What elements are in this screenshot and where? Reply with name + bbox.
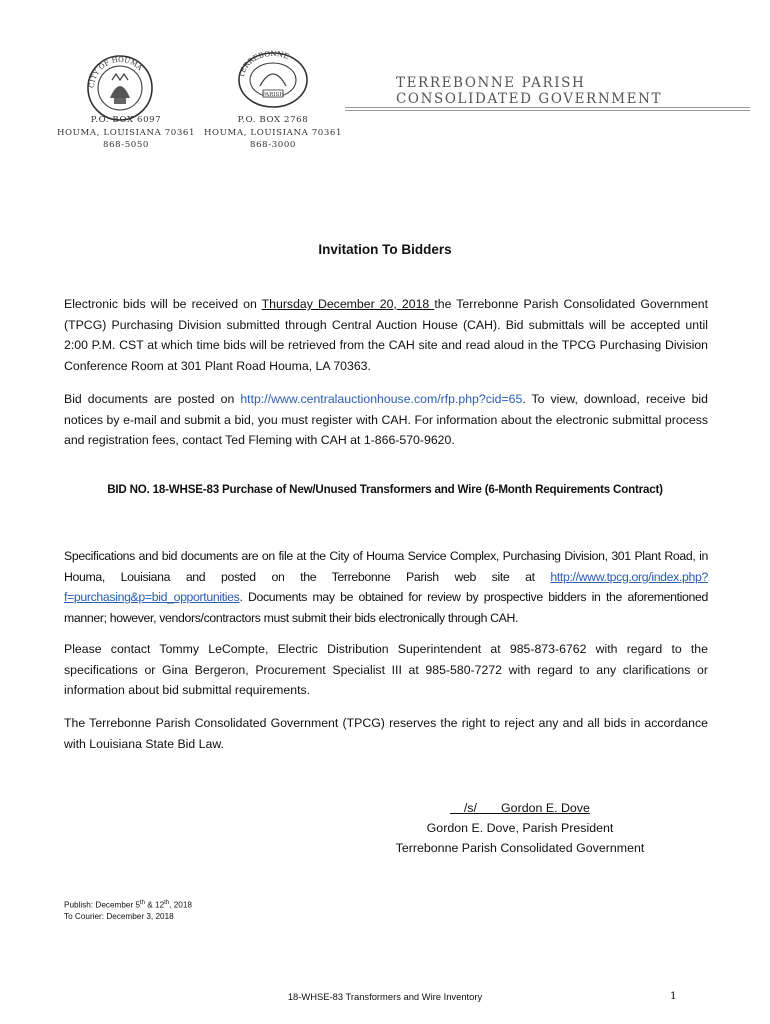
- city-address: [56, 114, 196, 152]
- svg-text:PARISH: PARISH: [261, 92, 285, 98]
- para2-before: Bid documents are posted on: [64, 392, 241, 406]
- parish-phone: 868-3000: [250, 140, 296, 150]
- publish-sup1: th: [140, 900, 146, 906]
- para3-after: . Documents may be obtained for review by prospective bidders in the aforementioned manner; however, vendors/contractors must submit their bids electronically through CAH.: [64, 590, 708, 625]
- paragraph-bid-date: [64, 294, 708, 376]
- parish-po-box: P.O. BOX 2768: [237, 115, 309, 125]
- terrebonne-parish-seal: [236, 50, 310, 115]
- city-phone: 868-5050: [103, 140, 149, 150]
- organization-name: [396, 76, 686, 107]
- page-number: 1: [670, 990, 677, 1002]
- paragraph-reservation: The Terrebonne Parish Consolidated Government (TPCG) reserves the right to reject any and all bids in accordance with Louisiana State Bid Law.: [64, 716, 708, 751]
- letterhead-rule: [345, 107, 750, 108]
- paragraph-specifications: [64, 546, 708, 628]
- parish-address: [200, 114, 346, 152]
- signature-s-mark: /s/ Gordon E. Dove: [450, 801, 590, 815]
- publish-label: Publish: December 5: [64, 900, 140, 910]
- letterhead-rule-2: [345, 110, 750, 111]
- bid-date: Thursday December 20, 2018: [261, 297, 435, 311]
- publish-end: , 2018: [169, 900, 192, 910]
- svg-text:CITY OF HOUMA: CITY OF HOUMA: [87, 55, 144, 89]
- bid-number-heading: BID NO. 18-WHSE-83 Purchase of New/Unused Transformers and Wire (6-Month Requirements Contract): [107, 483, 663, 496]
- para3-before: Specifications and bid documents are on file at the City of Houma Service Complex, Purchasing Division, 301 Plant Road, in Houma, Louisiana and posted on the Terrebonne Parish web site at: [64, 549, 708, 584]
- tpcg-link[interactable]: http://www.tpcg.org/index.php?f=purchasing&p=bid_opportunities: [64, 569, 708, 604]
- paragraph-bid-documents: [64, 389, 708, 451]
- para2-after: . To view, download, receive bid notices by e-mail and submit a bid, you must register with CAH. For information about the electronic submittal process and registration fees, contact Ted Fleming with CAH at 1-866-570-9620.: [64, 392, 708, 447]
- signature-block: [330, 798, 710, 858]
- courier-date: To Courier: December 3, 2018: [64, 912, 174, 921]
- paragraph-contacts: Please contact Tommy LeCompte, Electric Distribution Superintendent at 985-873-6762 with regard to the specifications or Gina Bergeron, Procurement Specialist III at 985-580-7272 with regard to any clarifications or information about bid submittal requirements.: [64, 642, 708, 697]
- page-footer: 18-WHSE-83 Transformers and Wire Inventory: [287, 991, 483, 1002]
- city-city-state: HOUMA, LOUISIANA 70361: [56, 127, 196, 138]
- org-name-line2: CONSOLIDATED GOVERNMENT: [396, 90, 663, 107]
- publish-mid: & 12: [145, 900, 165, 910]
- cah-link[interactable]: http://www.centralauctionhouse.com/rfp.php?cid=65: [240, 392, 523, 406]
- signature-mark: [330, 798, 710, 818]
- svg-text:TERREBONNE: TERREBONNE: [236, 50, 291, 79]
- document-title: Invitation To Bidders: [318, 242, 452, 257]
- para1-before: Electronic bids will be received on: [64, 297, 262, 311]
- publish-sup2: th: [164, 900, 170, 906]
- city-po-box: P.O. BOX 6097: [90, 115, 162, 125]
- signature-name: Gordon E. Dove, Parish President: [426, 821, 614, 835]
- para1-after: the Terrebonne Parish Consolidated Government (TPCG) Purchasing Division submitted through Central Auction House (CAH). Bid submittals will be accepted until 2:00 P.M. CST at which time bids will be retrieved from the CAH site and read aloud in the TPCG Purchasing Division Conference Room at 301 Plant Road Houma, LA 70363.: [64, 297, 708, 373]
- signature-org: Terrebonne Parish Consolidated Government: [395, 841, 645, 855]
- parish-city-state: HOUMA, LOUISIANA 70361: [203, 127, 343, 138]
- org-name-line1: TERREBONNE PARISH: [396, 75, 586, 91]
